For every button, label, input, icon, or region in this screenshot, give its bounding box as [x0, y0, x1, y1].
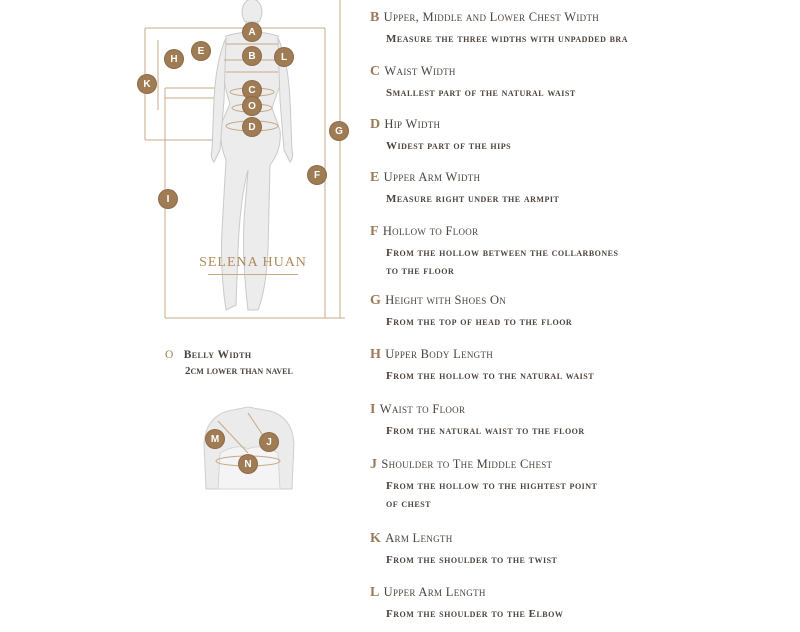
measurement-title: Arm Length	[385, 531, 453, 545]
measurement-desc-line: to the floor	[386, 265, 455, 277]
brand-underline	[208, 274, 298, 275]
measurement-h	[370, 347, 594, 385]
marker-n: N	[239, 455, 257, 473]
marker-c: C	[243, 81, 261, 99]
measurement-desc: From the top of head to the floor	[386, 316, 573, 328]
measurement-desc: Measure the three widths with unpadded bra	[386, 33, 628, 45]
measurement-letter: L	[370, 585, 380, 600]
marker-b: B	[243, 47, 261, 65]
measurement-desc: From the shoulder to the twist	[386, 554, 558, 566]
measurement-desc: Measure right under the armpit	[386, 193, 560, 205]
measurement-letter: G	[370, 293, 382, 308]
measurement-title: Waist to Floor	[379, 402, 466, 416]
marker-k: K	[138, 75, 156, 93]
marker-o: O	[243, 97, 261, 115]
marker-l: L	[275, 48, 293, 66]
measurement-title: Upper Arm Width	[383, 170, 481, 184]
brand-logo: SELENA HUAN	[199, 255, 307, 270]
belly-width-note	[165, 349, 293, 377]
measurement-title: Shoulder to The Middle Chest	[381, 457, 553, 471]
belly-width-heading	[165, 349, 293, 361]
measurement-title: Upper, Middle and Lower Chest Width	[383, 10, 600, 24]
measurement-letter: E	[370, 170, 380, 185]
belly-letter: O	[165, 349, 174, 361]
body-figure	[130, 0, 360, 325]
measurement-c	[370, 64, 576, 102]
measurement-letter: J	[370, 457, 378, 472]
measurement-letter: K	[370, 531, 382, 546]
measurement-desc: From the natural waist to the floor	[386, 425, 585, 437]
measurement-k	[370, 531, 557, 569]
measurement-j	[370, 457, 597, 513]
measurement-b	[370, 10, 628, 48]
measurement-desc: From the shoulder to the Elbow	[386, 608, 564, 620]
measurement-desc	[386, 244, 618, 280]
measurement-e	[370, 170, 559, 208]
torso-figure	[198, 403, 300, 491]
measurement-title: Upper Arm Length	[383, 585, 486, 599]
measurement-title: Upper Body Length	[385, 347, 494, 361]
measurement-desc-line: of chest	[386, 498, 431, 510]
measurement-desc-line: From the hollow between the collarbones	[386, 247, 619, 259]
measurement-desc	[386, 477, 597, 513]
marker-m: M	[206, 430, 224, 448]
measurement-desc: Smallest part of the natural waist	[386, 87, 576, 99]
measurement-l	[370, 585, 563, 623]
measurement-title: Height with Shoes On	[385, 293, 507, 307]
marker-g: G	[330, 122, 348, 140]
marker-h: H	[165, 50, 183, 68]
measurement-title: Hollow to Floor	[382, 224, 479, 238]
measurement-desc-line: From the hollow to the hightest point	[386, 480, 598, 492]
measurement-title: Waist Width	[384, 64, 456, 78]
marker-a: A	[243, 23, 261, 41]
measurement-letter: I	[370, 402, 376, 417]
measurement-desc: Widest part of the hips	[386, 140, 512, 152]
measurement-f	[370, 224, 618, 280]
marker-j: J	[260, 433, 278, 451]
measurement-letter: F	[370, 224, 379, 239]
measurement-g	[370, 293, 572, 331]
measurement-letter: H	[370, 347, 382, 362]
marker-i: I	[159, 190, 177, 208]
measurement-d	[370, 117, 511, 155]
marker-f: F	[308, 166, 326, 184]
measurement-i	[370, 402, 585, 440]
measurement-desc: From the hollow to the natural waist	[386, 370, 595, 382]
measurement-letter: B	[370, 10, 380, 25]
measurement-letter: C	[370, 64, 381, 79]
measurement-title: Hip Width	[384, 117, 441, 131]
belly-title: Belly Width	[183, 349, 252, 361]
belly-desc: 2cm lower than navel	[185, 365, 293, 377]
measurement-letter: D	[370, 117, 381, 132]
marker-d: D	[243, 118, 261, 136]
marker-e: E	[192, 42, 210, 60]
